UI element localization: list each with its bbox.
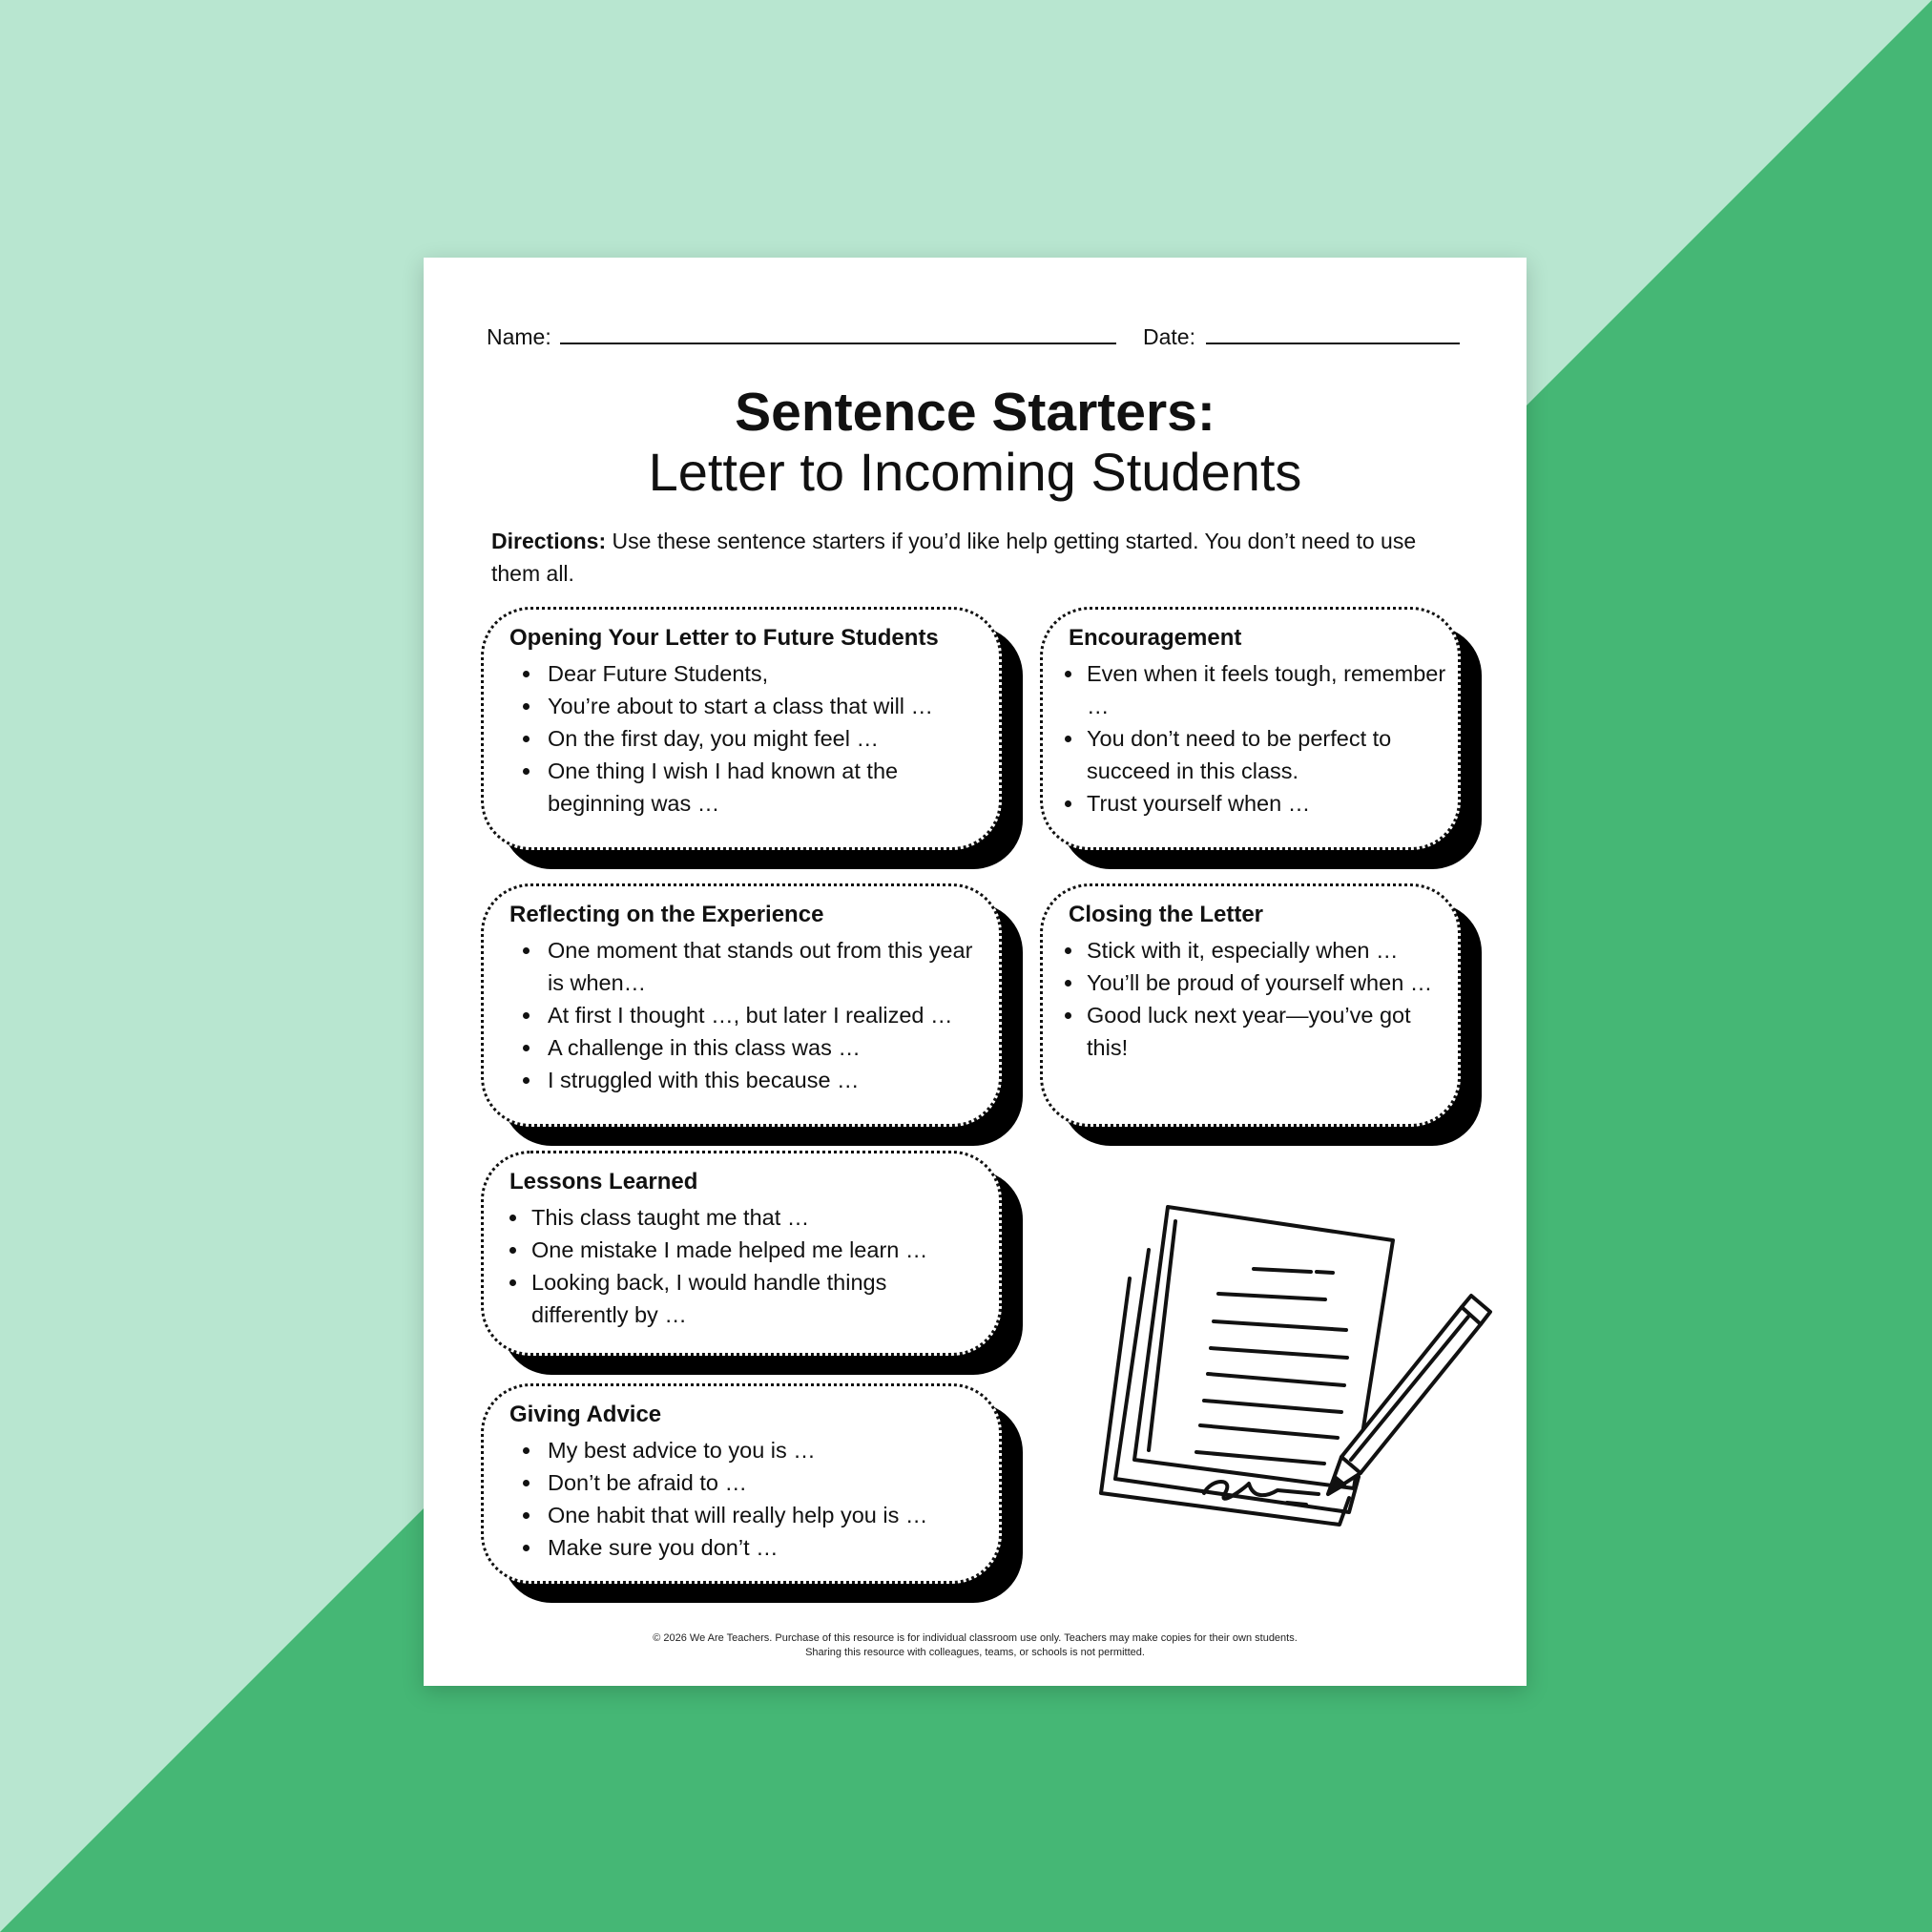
card-list [1065, 934, 1447, 1064]
list-item: Stick with it, especially when … [1065, 934, 1447, 966]
date-field[interactable] [1206, 343, 1460, 344]
card-heading: Giving Advice [509, 1402, 662, 1427]
card-heading: Lessons Learned [509, 1169, 698, 1195]
directions-text: Use these sentence starters if you’d like help getting started. You don’t need to use them all. [491, 529, 1417, 586]
footer-line-1: © 2026 We Are Teachers. Purchase of this resource is for individual classroom use only. Teachers may make copies for their own students. [653, 1632, 1298, 1644]
list-item: My best advice to you is … [509, 1434, 988, 1466]
list-item: This class taught me that … [509, 1201, 988, 1234]
list-item: On the first day, you might feel … [509, 722, 988, 755]
list-item: You’ll be proud of yourself when … [1065, 966, 1447, 999]
card-reflecting [481, 883, 1002, 1127]
card-list [509, 1201, 988, 1331]
list-item: One habit that will really help you is … [509, 1499, 988, 1531]
directions-label: Directions: [491, 529, 607, 553]
list-item: Don’t be afraid to … [509, 1466, 988, 1499]
list-item: At first I thought …, but later I realized … [509, 999, 988, 1031]
list-item: You don’t need to be perfect to succeed in this class. [1065, 722, 1447, 787]
page-subtitle: Letter to Incoming Students [648, 442, 1302, 502]
worksheet-page [424, 258, 1527, 1686]
footer-line-2: Sharing this resource with colleagues, teams, or schools is not permitted. [805, 1647, 1145, 1658]
page-title: Sentence Starters: [735, 382, 1215, 443]
letter-with-pencil-icon [1091, 1174, 1502, 1555]
card-list [509, 934, 988, 1096]
list-item: Make sure you don’t … [509, 1531, 988, 1564]
directions [491, 525, 1455, 590]
card-encouragement [1040, 607, 1461, 850]
card-opening [481, 607, 1002, 850]
list-item: I struggled with this because … [509, 1064, 988, 1096]
card-heading: Encouragement [1069, 625, 1242, 651]
card-lessons-learned [481, 1151, 1002, 1356]
card-giving-advice [481, 1383, 1002, 1584]
list-item: Good luck next year—you’ve got this! [1065, 999, 1447, 1064]
name-field[interactable] [560, 343, 1116, 344]
date-label: Date: [1143, 324, 1195, 349]
card-heading: Reflecting on the Experience [509, 902, 824, 927]
list-item: Trust yourself when … [1065, 787, 1447, 820]
list-item: One mistake I made helped me learn … [509, 1234, 988, 1266]
list-item: A challenge in this class was … [509, 1031, 988, 1064]
list-item: Dear Future Students, [509, 657, 988, 690]
list-item: Even when it feels tough, remember … [1065, 657, 1447, 722]
list-item: Looking back, I would handle things differently by … [509, 1266, 988, 1331]
list-item: One moment that stands out from this year is when… [509, 934, 988, 999]
card-closing [1040, 883, 1461, 1127]
name-label: Name: [487, 324, 551, 349]
card-heading: Closing the Letter [1069, 902, 1264, 927]
card-list [1065, 657, 1447, 820]
card-list [509, 657, 988, 820]
list-item: You’re about to start a class that will … [509, 690, 988, 722]
list-item: One thing I wish I had known at the beginning was … [509, 755, 988, 820]
card-list [509, 1434, 988, 1564]
footer [424, 1631, 1527, 1660]
card-heading: Opening Your Letter to Future Students [509, 625, 939, 651]
